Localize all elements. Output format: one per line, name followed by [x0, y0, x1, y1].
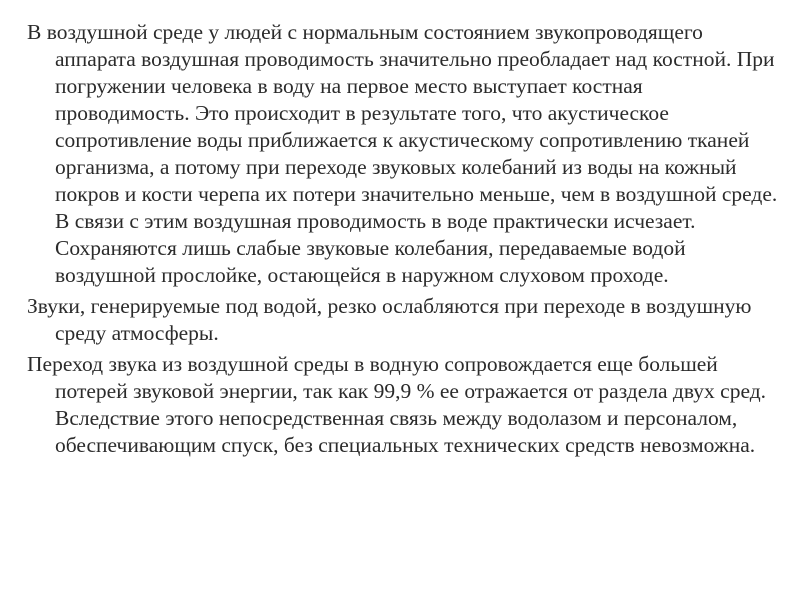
- paragraph-bone-conduction: В воздушной среде у людей с нормальным состоянием звукопроводящего аппарата воздушная проводимость значительно преобладает над костной. При погружении человека в воду на первое место выступает костная проводимость. Это происходит в результате того, что акустическое сопротивление воды приближается к акустическому сопротивлению тканей организма, а потому при переходе звуковых колебаний из воды на кожный покров и кости черепа их потери значительно меньше, чем в воздушной среде. В связи с этим воздушная проводимость в воде практически исчезает. Сохраняются лишь слабые звуковые колебания, передаваемые водой воздушной прослойке, остающейся в наружном слуховом проходе.: [27, 20, 778, 287]
- paragraph-energy-loss: Переход звука из воздушной среды в водную сопровождается еще большей потерей звуковой энергии, так как 99,9 % ее отражается от раздела двух сред. Вследствие этого непосредственная связь между водолазом и персоналом, обеспечивающим спуск, без специальных технических средств невозможна.: [27, 352, 767, 457]
- paragraph-sound-attenuation: Звуки, генерируемые под водой, резко ослабляются при переходе в воздушную среду атмосферы.: [27, 294, 752, 345]
